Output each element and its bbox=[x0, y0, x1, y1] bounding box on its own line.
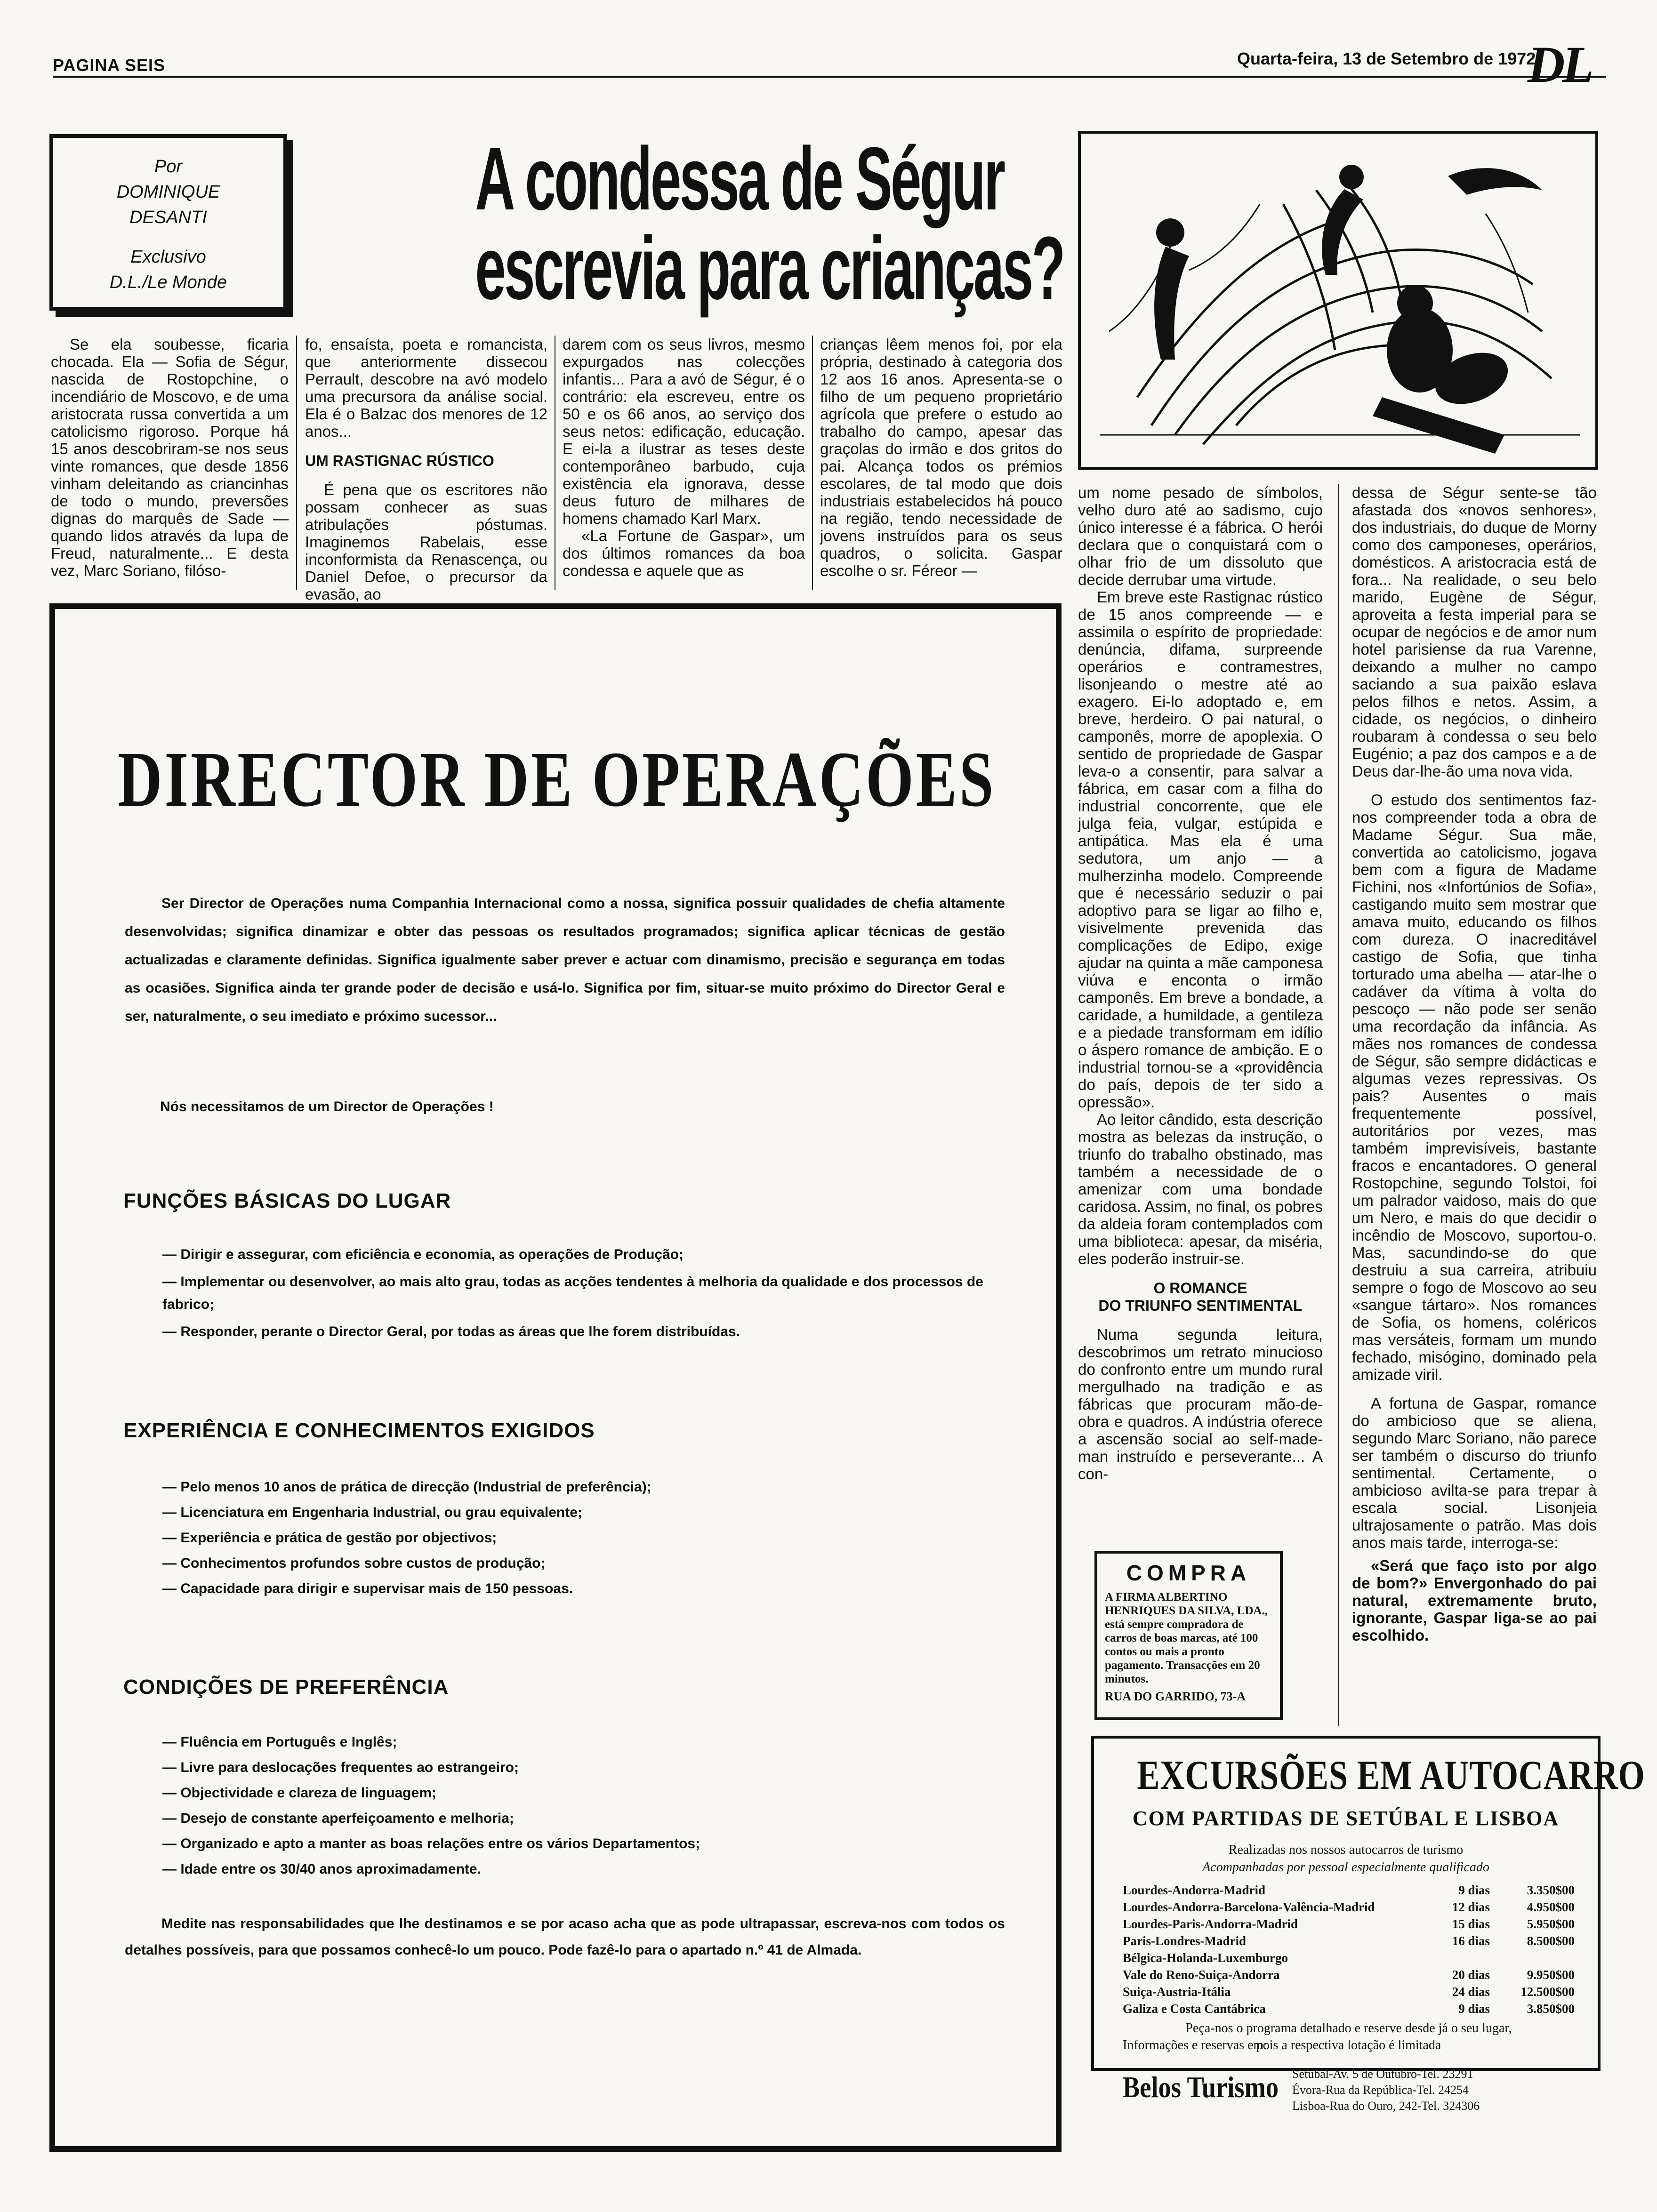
job-ad-section-title: EXPERIÊNCIA E CONHECIMENTOS EXIGIDOS bbox=[123, 1419, 595, 1442]
article-column-3 bbox=[563, 336, 805, 579]
headline-line-1: A condessa de Ségur bbox=[475, 129, 1004, 229]
article-subheading bbox=[1078, 1280, 1323, 1314]
excursoes-title: EXCURSÕES EM AUTOCARRO bbox=[1137, 1753, 1645, 1798]
address-line: Setúbal-Av. 5 de Outubro-Tel. 23291 bbox=[1292, 2067, 1473, 2081]
trip-days: 16 dias bbox=[1452, 1934, 1490, 1948]
job-ad-title: DIRECTOR DE OPERAÇÕES bbox=[118, 736, 996, 823]
trip-destination: Suiça-Austria-Itália bbox=[1123, 1985, 1231, 1999]
byline-source: D.L./Le Monde bbox=[109, 272, 227, 292]
compra-address: RUA DO GARRIDO, 73-A bbox=[1105, 1690, 1246, 1703]
article-subheading: UM RASTIGNAC RÚSTICO bbox=[305, 452, 494, 469]
list-item: — Experiência e prática de gestão por objectivos; bbox=[162, 1528, 1005, 1548]
article-paragraph: dessa de Ségur sente-se tão afastada dos «novos senhores», dos industriais, do duque de Morny como dos camponeses, operários, domésticos. A aristocracia está de fora... Na realidade, o seu belo marido, Eugène de Ségur, aproveita a festa imperial para se ocupar de negócios e de amor num hotel parisiense da rua Varenne, deixando a mulher no campo saciando a sua paixão eslava pelos filhos e netos. Assim, a cidade, os negócios, o dinheiro roubaram à condessa o seu belo Eugénio; a paz dos campos e a de Deus dar-lhe-ão uma nova vida. bbox=[1352, 484, 1597, 780]
article-paragraph: fo, ensaísta, poeta e romancista, que anteriormente dissecou Perrault, descobre na avó modelo uma precursora da análise social. Ela é o Balzac dos menores de 12 anos... bbox=[305, 336, 547, 440]
list-item: — Dirigir e assegurar, com eficiência e economia, as operações de Produção; bbox=[162, 1243, 1005, 1266]
column-rule bbox=[812, 336, 813, 590]
trip-destination: Vale do Reno-Suiça-Andorra bbox=[1123, 1968, 1280, 1982]
list-item: — Responder, perante o Director Geral, por todas as áreas que lhe forem distribuídas. bbox=[162, 1321, 1005, 1343]
list-item: — Pelo menos 10 anos de prática de direcção (Industrial de preferência); bbox=[162, 1477, 1005, 1498]
list-item: — Objectividade e clareza de linguagem; bbox=[162, 1783, 1005, 1803]
issue-date: Quarta-feira, 13 de Setembro de 1972 bbox=[1237, 49, 1536, 68]
compra-title: COMPRA bbox=[1126, 1561, 1251, 1585]
trip-row bbox=[1123, 1949, 1575, 1966]
headline-line-2: escrevia para crianças? bbox=[475, 218, 1064, 318]
trip-row bbox=[1123, 2000, 1575, 2017]
article-paragraph: A fortuna de Gaspar, romance do ambicioso que se aliena, segundo Marc Soriano, não parece ser também o discurso do triunfo sentimental. Certamente, o ambicioso avilta-se para trepar à escala social. Lisonjeia ultrajosamente o patrão. Mas dois anos mais tarde, interroga-se: bbox=[1352, 1395, 1597, 1551]
trip-price: 3.350$00 bbox=[1527, 1883, 1575, 1897]
newspaper-logo: DL bbox=[1528, 36, 1591, 93]
job-ad-intro: Ser Director de Operações numa Companhia Internacional como a nossa, significa possuir qualidades de chefia altamente desenvolvidas; significa dinamizar e obter das pessoas os resultados programados; significa aplicar técnicas de gestão actualizadas e claramente definidas. Significa igualmente saber prever e actuar com dinamismo, precisão e segurança em todas as ocasiões. Significa ainda ter grande poder de decisão e usá-lo. Significa por fim, situar-se muito próximo do Director Geral e ser, naturalmente, o seu imediato e próximo sucessor... bbox=[125, 896, 1005, 1024]
trip-days: 9 dias bbox=[1458, 2002, 1490, 2016]
byline-author-first: DOMINIQUE bbox=[116, 182, 220, 202]
excursoes-note-2: pois a respectiva lotação é limitada bbox=[1256, 2038, 1441, 2052]
trip-row bbox=[1123, 1882, 1575, 1899]
job-ad-list-experience bbox=[162, 1477, 1005, 1604]
trip-row bbox=[1123, 1915, 1575, 1932]
article-paragraph: «Será que faço isto por algo de bom?» Envergonhado do pai natural, extremamente bruto, ignorante, Gaspar liga-se ao pai escolhido. bbox=[1352, 1557, 1597, 1644]
byline-author-last: DESANTI bbox=[129, 208, 207, 227]
article-column-1 bbox=[51, 336, 289, 579]
compra-ad bbox=[1094, 1551, 1283, 1720]
excursoes-line-1: Realizadas nos nossos autocarros de turismo bbox=[1228, 1843, 1464, 1857]
byline-by: Por bbox=[154, 157, 183, 176]
article-paragraph: Se ela soubesse, ficaria chocada. Ela — Sofia de Ségur, nascida de Rostopchine, o incendiário de Moscovo, e de uma aristocrata russa convertida a um catolicismo rigoroso. Porque há 15 anos descobriram-se nos seus vinte romances, que desde 1856 vinham deleitando as criancinhas de todo o mundo, preversões dignas do marquês de Sade — quando lidos através da lupa de Freud, naturalmente... E desta vez, Marc Soriano, filóso- bbox=[51, 336, 289, 579]
compra-body: A FIRMA ALBERTINO HENRIQUES DA SILVA, LDA., está sempre compradora de carros de boas marcas, até 100 contos ou mais a pronto pagamento. Transacções em 20 minutos. bbox=[1105, 1591, 1268, 1685]
article-paragraph: É pena que os escritores não possam conhecer as suas atribulações póstumas. Imaginemos Rabelais, esse inconformista da Renascença, ou Daniel Defoe, o precursor da evasão, ao bbox=[305, 481, 547, 603]
address-line: Lisboa-Rua do Ouro, 242-Tel. 324306 bbox=[1292, 2099, 1480, 2113]
trip-row bbox=[1123, 1899, 1575, 1915]
list-item: — Organizado e apto a manter as boas relações entre os vários Departamentos; bbox=[162, 1834, 1005, 1854]
job-ad-need: Nós necessitamos de um Director de Operações ! bbox=[160, 1099, 494, 1114]
column-rule bbox=[1338, 484, 1339, 1726]
article-column-6 bbox=[1352, 484, 1597, 1644]
article-paragraph: «La Fortune de Gaspar», um dos últimos romances da boa condessa e aquele que as bbox=[563, 527, 805, 579]
trip-price: 8.500$00 bbox=[1527, 1934, 1575, 1948]
header-rule bbox=[53, 76, 1606, 78]
trip-row bbox=[1123, 1983, 1575, 2000]
trip-price bbox=[1490, 1949, 1575, 1966]
list-item: — Capacidade para dirigir e supervisar mais de 150 pessoas. bbox=[162, 1579, 1005, 1599]
excursoes-line-2: Acompanhadas por pessoal especialmente qualificado bbox=[1202, 1860, 1489, 1875]
list-item: — Licenciatura em Engenharia Industrial, ou grau equivalente; bbox=[162, 1502, 1005, 1523]
list-item: — Fluência em Português e Inglês; bbox=[162, 1732, 1005, 1753]
trip-days: 24 dias bbox=[1452, 1985, 1490, 1999]
trip-row bbox=[1123, 1932, 1575, 1949]
article-headline bbox=[475, 129, 1064, 318]
excursoes-note-1: Peça-nos o programa detalhado e reserve desde já o seu lugar, bbox=[1185, 2021, 1512, 2036]
trip-price: 9.950$00 bbox=[1527, 1968, 1575, 1982]
article-column-5 bbox=[1078, 484, 1323, 1483]
article-paragraph: O estudo dos sentimentos faz-nos compreender toda a obra de Madame Ségur. Sua mãe, convertida ao catolicismo, jogava bem com a figura de Madame Fichini, nos «Infortúnios de Sofia», castigando muito sem mostrar que amava muito, educando os filhos com dureza. O inacreditável castigo de Sofia, que tinha torturado uma abelha — atar-lhe o cadáver da vítima à volta do pescoço — não pode ser senão uma recordação da infância. As mães nos romances de condessa de Ségur, são sempre didácticas e algumas vezes repressivas. Os pais? Ausentes o mais frequentemente possível, autoritários por vezes, mas também imprevisíveis, bastante fracos e encantadores. O general Rostopchine, segundo Tolstoi, foi um palrador vaidoso, mais do que um Nero, e mais do que decidir o incêndio de Moscovo, suportou-o. Mas, sacundindo-se do que destruiu a sua carreira, atribuiu sempre o fogo de Moscovo ao seu «sangue tártaro». Nos romances de Sofia, os homens, coléricos mas versáteis, formam um mundo fechado, misógino, dominado pela amizade viril. bbox=[1352, 791, 1597, 1383]
trip-row bbox=[1123, 1966, 1575, 1983]
belos-turismo-brand: Belos Turismo bbox=[1123, 2070, 1279, 2104]
trip-price: 4.950$00 bbox=[1527, 1900, 1575, 1914]
belos-addresses bbox=[1292, 2066, 1480, 2114]
job-ad-section-title: FUNÇÕES BÁSICAS DO LUGAR bbox=[123, 1189, 451, 1212]
trips-table bbox=[1123, 1882, 1575, 2054]
job-ad-list-preference bbox=[162, 1732, 1005, 1884]
column-rule bbox=[296, 336, 297, 590]
trip-price: 12.500$00 bbox=[1520, 1985, 1575, 1999]
trip-destination: Galiza e Costa Cantábrica bbox=[1123, 2002, 1266, 2016]
article-paragraph: Em breve este Rastignac rústico de 15 anos compreende — e assimila o espírito de propriedade: denúncia, difama, surpreende operários e contramestres, lisonjeando o mestre até ao exagero. Ei-lo adoptado e, em breve, herdeiro. O pai natural, o camponês, morre de apoplexia. O sentido de propriedade de Gaspar leva-o a consentir, para salvar a fábrica, em casar com a filha do industrial concorrente, que ele julga feia, vulgar, estúpida e antipática. Mas ela é uma sedutora, um anjo — a mulherzinha modelo. Compreende que é necessário seduzir o pai adoptivo para se ligar ao filho e, visivelmente prevenida das complicações de Edipo, exige ajudar na quinta a mãe camponesa viúva e enconta o irmão camponês. Em breve a bondade, a caridade, a humildade, a gentileza e a piedade transformam em idílio o áspero romance de ambição. E o industrial tornou-se a «providência do país, depois de ter sido a opressão». bbox=[1078, 588, 1323, 1111]
job-ad-list-functions bbox=[162, 1243, 1005, 1348]
illustration-dancers-musician-icon bbox=[1081, 134, 1595, 467]
article-column-2 bbox=[305, 336, 547, 603]
list-item: — Conhecimentos profundos sobre custos de produção; bbox=[162, 1553, 1005, 1574]
trip-days: 15 dias bbox=[1452, 1917, 1490, 1931]
excursoes-subtitle: COM PARTIDAS DE SETÚBAL E LISBOA bbox=[1132, 1807, 1560, 1830]
illustration-frame bbox=[1078, 131, 1598, 470]
article-paragraph: Numa segunda leitura, descobrimos um retrato minucioso do confronto entre um mundo rural mergulhado na tradição e as fábricas que procuram mão-de-obra e quadros. A indústria oferece a ascensão social ao self-made-man instruído e perseverante... A con- bbox=[1078, 1326, 1323, 1483]
byline-exclusive: Exclusivo bbox=[130, 247, 206, 267]
list-item: — Livre para deslocações frequentes ao estrangeiro; bbox=[162, 1757, 1005, 1778]
subheading-line-1: O ROMANCE bbox=[1153, 1280, 1247, 1297]
trip-days: 20 dias bbox=[1452, 1968, 1490, 1982]
byline-box bbox=[49, 134, 287, 311]
article-column-4 bbox=[820, 336, 1062, 579]
trip-days: 12 dias bbox=[1452, 1900, 1490, 1914]
job-ad-section-title: CONDIÇÕES DE PREFERÊNCIA bbox=[123, 1675, 449, 1699]
article-paragraph: crianças lêem menos foi, por ela própria, destinado à categoria dos 12 aos 16 anos. Apresenta-se o filho de um pequeno proprietário agrícola que prefere o estudo ao trabalho do campo, apesar das graçolas do irmão e dos gritos do pai. Alcança todos os prémios escolares, de tal modo que dois industriais estabelecidos há pouco na região, tendo necessidade de jovens instruídos para os seus quadros, o solicita. Gaspar escolhe o sr. Féreor — bbox=[820, 336, 1062, 579]
section-label: PAGINA SEIS bbox=[53, 56, 166, 75]
trip-price: 5.950$00 bbox=[1527, 1917, 1575, 1931]
article-paragraph: Ao leitor cândido, esta descrição mostra as belezas da instrução, o triunfo do trabalho obstinado, mas também a necessidade de o amenizar com uma bondade caridosa. Assim, no final, os pobres da aldeia foram contemplados com uma biblioteca: apesar, da miséria, eles poderão instruir-se. bbox=[1078, 1111, 1323, 1267]
trip-price: 3.850$00 bbox=[1527, 2002, 1575, 2016]
list-item: — Implementar ou desenvolver, ao mais alto grau, todas as acções tendentes à melhoria da qualidade e dos processos de fabrico; bbox=[162, 1271, 1005, 1316]
trip-destination: Bélgica-Holanda-Luxemburgo bbox=[1123, 1951, 1288, 1965]
trip-destination: Paris-Londres-Madrid bbox=[1123, 1934, 1246, 1948]
job-ad-closing: Medite nas responsabilidades que lhe destinamos e se por acaso acha que as pode ultrapassar, escreva-nos com todos os detalhes possíveis, para que possamos conhecê-lo um pouco. Pode fazê-lo para o apartado n.º 41 de Almada. bbox=[125, 1916, 1005, 1958]
trip-days bbox=[1448, 1949, 1490, 1966]
article-paragraph: um nome pesado de símbolos, velho duro até ao sadismo, cujo único interesse é a fábrica. O herói declara que o conquistará com o olhar frio de um dissoluto que decide derrubar uma virtude. bbox=[1078, 484, 1323, 588]
address-line: Évora-Rua da República-Tel. 24254 bbox=[1292, 2083, 1469, 2097]
trip-destination: Lourdes-Paris-Andorra-Madrid bbox=[1123, 1917, 1298, 1931]
article-paragraph: darem com os seus livros, mesmo expurgados nas colecções infantis... Para a avó de Ségur, é o contrário: ela escreveu, entre os 50 e os 66 anos, ao serviço dos seus netos: edificação, educação. E ei-la a ilustrar as teses deste contemporâneo barbudo, cuja existência ela ignorava, desse deus futuro de milhares de homens chamado Karl Marx. bbox=[563, 336, 805, 527]
list-item: — Desejo de constante aperfeiçoamento e melhoria; bbox=[162, 1808, 1005, 1829]
subheading-line-2: DO TRIUNFO SENTIMENTAL bbox=[1098, 1297, 1303, 1314]
list-item: — Idade entre os 30/40 anos aproximadamente. bbox=[162, 1859, 1005, 1880]
trip-destination: Lourdes-Andorra-Barcelona-Valência-Madrid bbox=[1123, 1900, 1375, 1914]
trip-days: 9 dias bbox=[1458, 1883, 1490, 1897]
excursoes-info: Informações e reservas em: bbox=[1123, 2038, 1268, 2052]
trip-destination: Lourdes-Andorra-Madrid bbox=[1123, 1883, 1265, 1897]
